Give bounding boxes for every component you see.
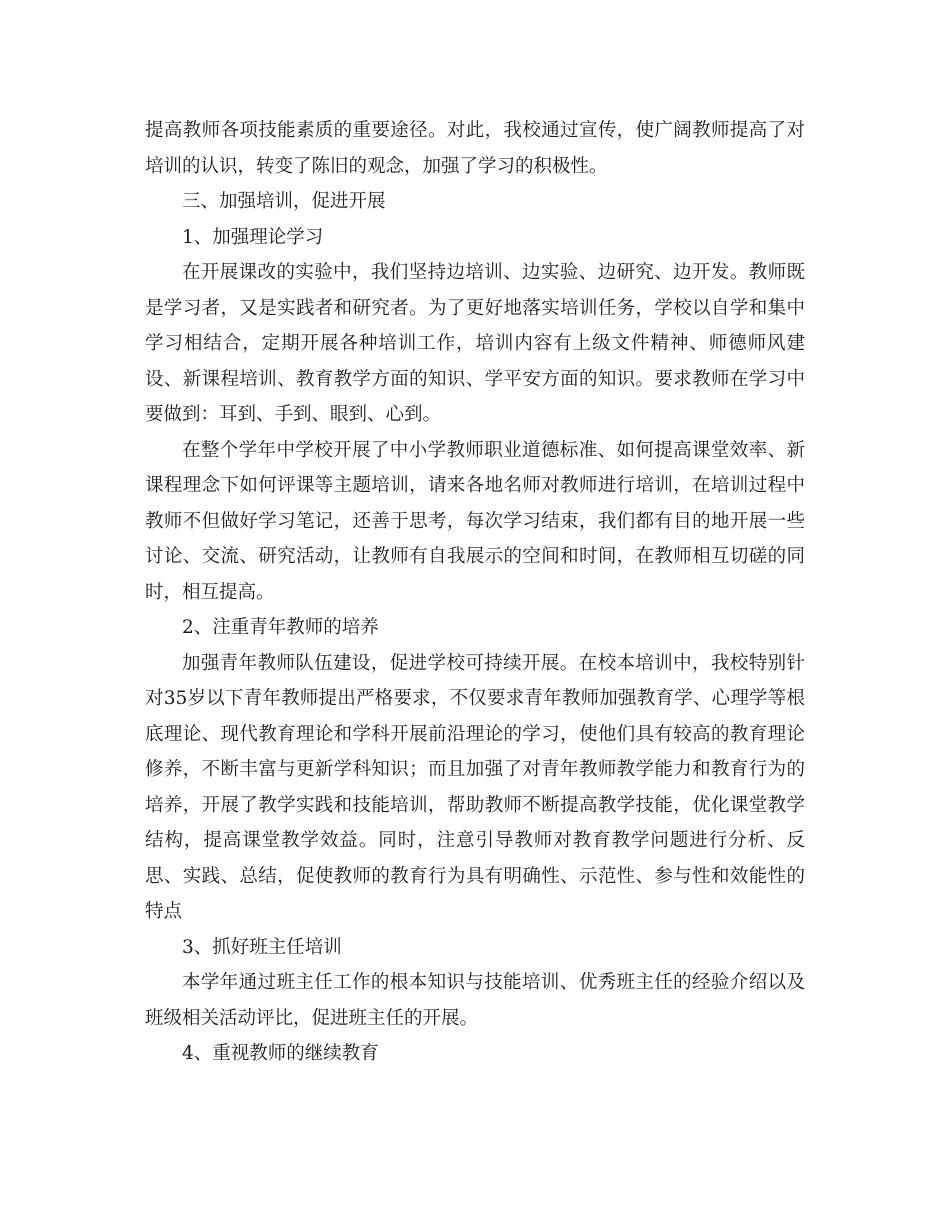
paragraph-theme-training: 在整个学年中学校开展了中小学教师职业道德标准、如何提高课堂效率、新课程理念下如何评课等主题培训，请来各地名师对教师进行培训，在培训过程中教师不但做好学习笔记，还善于思考，每次学习结束，我们都有目的地开展一些讨论、交流、研究活动，让教师有自我展示的空间和时间，在教师相互切磋的同时，相互提高。	[145, 439, 805, 603]
paragraph-continuation: 提高教师各项技能素质的重要途径。对此，我校通过宣传，使广阔教师提高了对培训的认识，转变了陈旧的观念，加强了学习的积极性。	[145, 120, 805, 177]
document-body	[145, 113, 805, 1072]
paragraph-theory-study: 在开展课改的实验中，我们坚持边培训、边实验、边研究、边开发。教师既是学习者，又是实践者和研究者。为了更好地落实培训任务，学校以自学和集中学习相结合，定期开展各种培训工作，培训内容有上级文件精神、师德师风建设、新课程培训、教育教学方面的知识、学平安方面的知识。要求教师在学习中要做到：耳到、手到、眼到、心到。	[145, 262, 805, 425]
subheading-4: 4、重视教师的继续教育	[182, 1043, 379, 1064]
subheading-2: 2、注重青年教师的培养	[182, 617, 379, 638]
paragraph-class-teacher: 本学年通过班主任工作的根本知识与技能培训、优秀班主任的经验介绍以及班级相关活动评比，促进班主任的开展。	[145, 972, 805, 1029]
subheading-1: 1、加强理论学习	[182, 226, 324, 248]
subheading-3: 3、抓好班主任培训	[182, 936, 342, 958]
paragraph-young-teachers: 加强青年教师队伍建设，促进学校可持续开展。在校本培训中，我校特别针对35岁以下青年教师提出严格要求，不仅要求青年教师加强教育学、心理学等根底理论、现代教育理论和学科开展前沿理论的学习，使他们具有较高的教育理论修养，不断丰富与更新学科知识；而且加强了对青年教师教学能力和教育行为的培养，开展了教学实践和技能培训，帮助教师不断提高教学技能，优化课堂教学结构，提高课堂教学效益。同时，注意引导教师对教育教学问题进行分析、反思、实践、总结，促使教师的教育行为具有明确性、示范性、参与性和效能性的特点	[145, 652, 805, 922]
section-heading-3: 三、加强培训，促进开展	[182, 191, 386, 212]
